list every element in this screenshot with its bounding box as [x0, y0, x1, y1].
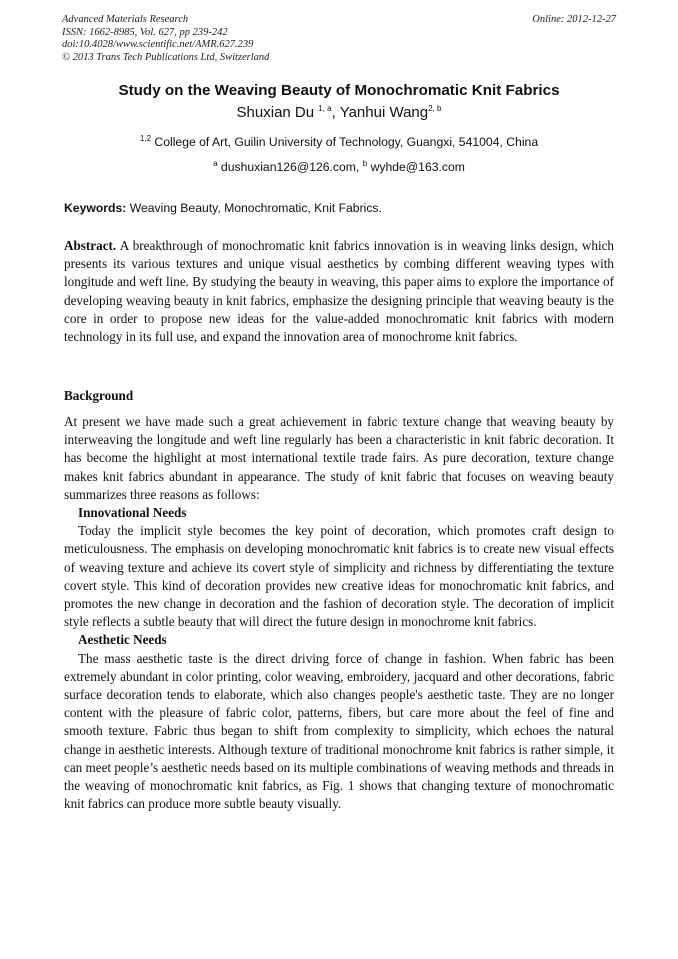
journal-name: Advanced Materials Research — [62, 14, 189, 25]
affiliation — [0, 135, 678, 149]
background-heading: Background — [64, 388, 134, 403]
abstract — [64, 237, 614, 346]
author-line — [0, 104, 678, 121]
online-date: Online: 2012-12-27 — [532, 14, 616, 25]
author-1: Shuxian Du — [236, 104, 315, 121]
issn-line: ISSN: 1662-8985, Vol. 627, pp 239-242 — [62, 26, 228, 38]
abstract-text: A breakthrough of monochromatic knit fabrics innovation is in weaving links design, which presents its various textures and unique visual aesthetics by combing different weaving types with longitude and weft line. By studying the beauty in weaving, this paper aims to explore the importance of developing weaving beauty in knit fabrics, emphasize the designing principle that weaving beauty is the core in order to propose new ideas for the value-added monochromatic knit fabrics with modern technology in its full use, and expand the innovation area of monochrome knit fabrics. — [64, 238, 614, 345]
copyright-line: © 2013 Trans Tech Publications Ltd, Switzerland — [62, 51, 270, 63]
abstract-label: Abstract. — [64, 238, 117, 253]
innovational-needs-text: Today the implicit style becomes the key point of decoration, which promotes craft design to meticulousness. The emphasis on developing monochromatic knit fabrics is to create new visual effects of weaving texture and achieve its covert style of simplicity and richness by differentiating the texture covert style. This kind of decoration provides new creative ideas for monochromatic knit fabrics, and promotes the new change in decoration and the fashion of decoration style. The decoration of implicit style reflects a subtle beauty that will direct the future design in monochrome knit fabrics. — [64, 523, 614, 630]
email-b-marker: b — [362, 158, 368, 168]
author-separator: , — [331, 104, 336, 121]
paper-title: Study on the Weaving Beauty of Monochromatic Knit Fabrics — [118, 82, 560, 99]
affiliation-text: College of Art, Guilin University of Technology, Guangxi, 541004, China — [154, 135, 539, 149]
email-b: wyhde@163.com — [370, 160, 465, 174]
author-2: Yanhui Wang — [339, 104, 429, 121]
background-intro: At present we have made such a great achievement in fabric texture change that weaving beauty by interweaving the longitude and weft line regularly has been a characteristic in knit fabric decoration. It has become the highlight at most international textile trade fairs. As pure decoration, texture change makes knit fabrics abundant in appearance. The study of knit fabric that focuses on weaving beauty summarizes three reasons as follows: — [64, 414, 614, 502]
author-1-affiliation-marker: 1, a — [318, 104, 332, 113]
innovational-needs-heading: Innovational Needs — [78, 505, 187, 521]
author-2-affiliation-marker: 2, b — [428, 104, 442, 113]
aesthetic-needs-text: The mass aesthetic taste is the direct driving force of change in fashion. When fabric has been extremely abundant in color printing, color weaving, embroidery, jacquard and other decorations, fabric surface decoration tends to elaborate, which also changes people's aesthetic taste. They are no longer content with the pleasure of fabric color, patterns, fibers, but care more about the feel of fine and smooth texture. Fabric thus began to shift from complexity to simplicity, which echoes the natural change in aesthetic interests. Although texture of traditional monochrome knit fabrics is rather simple, it can meet people’s aesthetic needs based on its multiple combinations of weaving methods and threads in the weaving of monochromatic knit fabrics, as Fig. 1 shows that changing texture of monochromatic knit fabrics can produce more subtle beauty visually. — [64, 650, 614, 812]
email-a-marker: a — [213, 158, 218, 168]
background-section — [64, 413, 614, 813]
email-a: dushuxian126@126.com, — [220, 160, 360, 174]
email-line — [0, 160, 678, 174]
keywords — [64, 201, 382, 215]
doi-line: doi:10.4028/www.scientific.net/AMR.627.239 — [62, 39, 254, 51]
keywords-text: Weaving Beauty, Monochromatic, Knit Fabrics. — [129, 201, 382, 215]
keywords-label: Keywords: — [64, 201, 127, 215]
affiliation-marker: 1,2 — [139, 133, 152, 143]
journal-header — [62, 14, 269, 64]
aesthetic-needs-heading: Aesthetic Needs — [78, 632, 167, 648]
